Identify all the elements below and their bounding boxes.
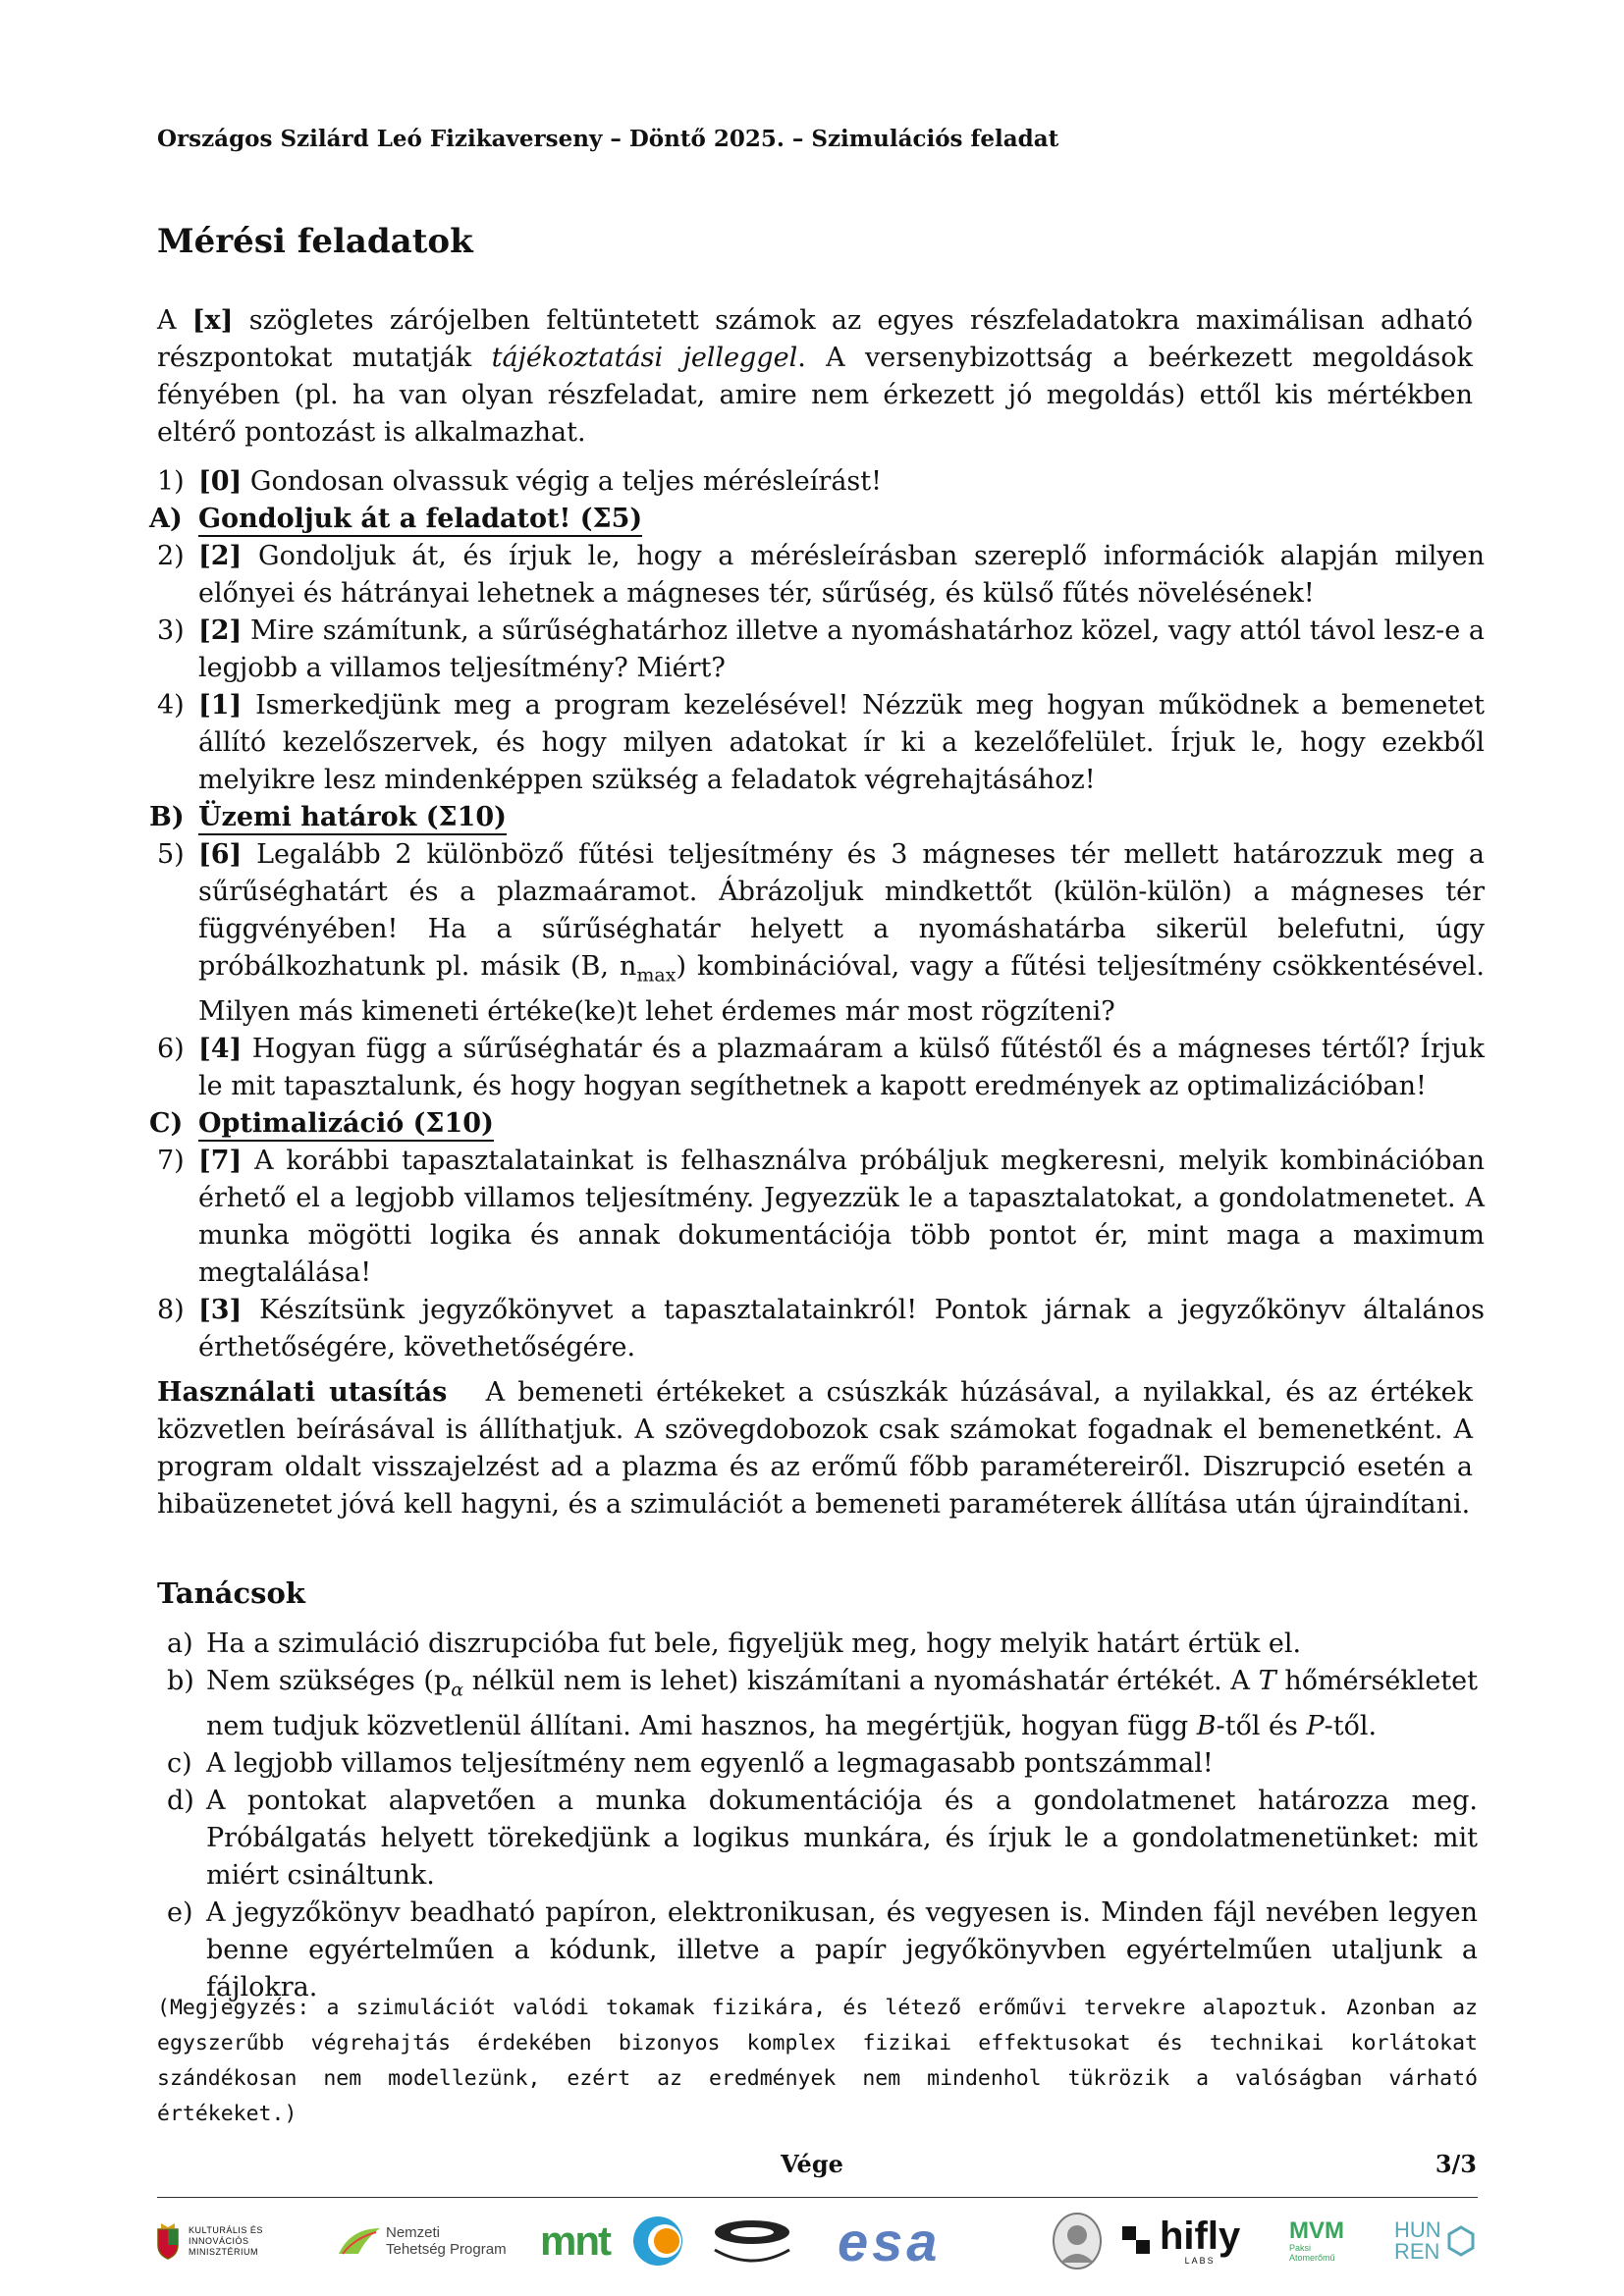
ministry-logo — [155, 2207, 327, 2275]
portrait-medal-icon — [1051, 2212, 1104, 2270]
intro-paragraph — [157, 302, 1473, 452]
ntp-text — [386, 2224, 507, 2258]
page-number: 3/3 — [1435, 2150, 1477, 2178]
task-points: [3] — [198, 1295, 243, 1326]
torus-logo — [705, 2207, 803, 2275]
section-letter: C) — [149, 1108, 184, 1140]
ministry-name: KULTURÁLIS ÉS INNOVÁCIÓS MINISZTÉRIUM — [189, 2224, 263, 2257]
task-number: 1) — [157, 466, 185, 497]
section-title: Üzemi határok (Σ10) — [198, 802, 507, 835]
portrait-logo — [1051, 2207, 1110, 2275]
tip-text: A legjobb villamos teljesítmény nem egyenlő a legmagasabb pontszámmal! — [206, 1748, 1214, 1780]
task-number: 5) — [157, 839, 185, 870]
task-list — [149, 463, 1485, 1366]
task-item-3 — [149, 613, 1485, 687]
intro-text: . A versenybizottság a beérkezett megoldások fényében (pl. ha van olyan részfeladat, amire nem érkezett jó megoldás) ettől kis mértékben eltérő pontozást is alkalmazhat. — [157, 343, 1474, 448]
task-item-7 — [149, 1143, 1485, 1292]
tips-list — [157, 1626, 1478, 2006]
hifly-mark-icon — [1120, 2224, 1154, 2258]
task-number: 3) — [157, 615, 185, 646]
hifly-wordmark: hifly — [1160, 2215, 1241, 2258]
subscript: max — [636, 964, 677, 987]
tip-text: -től. — [1324, 1711, 1378, 1742]
task-points: [0] — [198, 466, 243, 497]
sponsor-logos — [155, 2207, 1481, 2285]
tip-text: hőmérsékletet nem tudjuk közvetlenül állítani. Ami hasznos, ha megértjük, hogyan függ — [206, 1666, 1478, 1742]
tip-letter: d) — [167, 1786, 194, 1817]
task-text: Gondoljuk át, és írjuk le, hogy a mérésleírásban szereplő információk alapján milyen előnyei és hátrányai lehetnek a mágneses tér, sűrűség, és külső fűtés növelésének! — [198, 541, 1485, 609]
tip-letter: e) — [167, 1897, 193, 1929]
task-points: [2] — [198, 615, 243, 646]
hunren-line-2: REN — [1394, 2239, 1440, 2264]
task-item-8 — [149, 1292, 1485, 1366]
usage-text: A bemeneti értékeket a csúszkák húzásával, a nyilakkal, és az értékek közvetlen beírásával is állíthatjuk. A szövegdobozok csak számokat fogadnak el bemenetként. A program oldalt visszajelzést ad a plazma és az erőmű főbb paramétereiről. Diszrupció esetén a hibaüzenetet jóvá kell hagyni, és a szimulációt a bemeneti paraméterek állítása után újraindítani. — [157, 1377, 1474, 1520]
tip-text: nélkül nem is lehet) kiszámítani a nyomáshatár értékét. A — [463, 1666, 1259, 1696]
intro-bracket: [x] — [191, 305, 234, 336]
tip-text: A jegyzőkönyv beadható papíron, elektronikusan, és vegyesen is. Minden fájl nevében legyen benne egyértelműen a kódunk, illetve a papír jegyőkönyvben egyértelműen utaljunk a fájlokra. — [206, 1897, 1478, 2003]
task-item-4 — [149, 687, 1485, 799]
task-item-6 — [149, 1031, 1485, 1105]
task-item-1 — [149, 463, 1485, 501]
tip-text: -től és — [1216, 1711, 1307, 1742]
tip-item-c — [157, 1745, 1478, 1783]
ntp-logo — [337, 2207, 523, 2275]
task-points: [4] — [198, 1034, 243, 1065]
task-points: [2] — [198, 541, 243, 571]
footer-end: Vége — [781, 2150, 843, 2178]
tip-text: A pontokat alapvetően a munka dokumentációja és a gondolatmenet határozza meg. Próbálgatás helyett törekedjünk a logikus munkára, és írjuk le a gondolatmenetünket: mit miért csináltunk. — [206, 1786, 1478, 1892]
task-text: Gondosan olvassuk végig a teljes mérésleírást! — [242, 466, 882, 497]
leaf-icon — [337, 2224, 382, 2258]
section-letter: B) — [149, 802, 185, 832]
section-a-heading — [149, 501, 1485, 538]
ntp-line-1: Nemzeti — [386, 2224, 441, 2241]
circle-logo — [631, 2207, 690, 2275]
hifly-sub: LABS — [1184, 2256, 1216, 2266]
ntp-line-2: Tehetség Program — [386, 2241, 507, 2258]
task-number: 6) — [157, 1034, 185, 1065]
crescent-icon — [631, 2215, 684, 2268]
section-letter: A) — [149, 504, 183, 534]
mnt-wordmark: mnt — [540, 2217, 610, 2264]
page-title: Mérési feladatok — [157, 222, 473, 261]
task-number: 2) — [157, 541, 185, 571]
coat-of-arms-icon — [155, 2221, 181, 2261]
hexagon-icon — [1447, 2225, 1475, 2257]
task-number: 8) — [157, 1295, 185, 1326]
tip-letter: b) — [167, 1666, 194, 1696]
tips-title: Tanácsok — [157, 1576, 305, 1610]
tip-item-d — [157, 1783, 1478, 1895]
mvm-wordmark: MVM — [1289, 2217, 1344, 2244]
task-text: Legalább 2 különböző fűtési teljesítmény és 3 mágneses tér mellett határozzuk meg a sűrűséghatárt és a plazmaáramot. Ábrázoljuk mindkettőt (külön-külön) a mágneses tér függvényében! Ha a sűrűséghatár helyett a nyomáshatárba sikerül belefutni, úgy próbálkozhatunk pl. másik (B, n — [198, 839, 1485, 982]
subscript: α — [451, 1679, 464, 1701]
section-b-heading — [149, 799, 1485, 836]
intro-text: szögletes zárójelben feltüntetett számok az egyes részfeladatokra maximálisan adható részpontokat mutatják — [157, 305, 1473, 373]
tip-letter: a) — [167, 1629, 193, 1659]
tip-item-b — [157, 1663, 1478, 1745]
tip-text: Nem szükséges (p — [206, 1666, 452, 1696]
math-variable: B — [1196, 1711, 1217, 1742]
math-variable: T — [1258, 1666, 1276, 1696]
hifly-text — [1160, 2216, 1240, 2266]
task-item-5 — [149, 836, 1485, 1031]
hunren-logo — [1394, 2207, 1483, 2275]
footer-divider — [157, 2197, 1478, 2198]
task-text: Mire számítunk, a sűrűséghatárhoz illetve a nyomáshatárhoz közel, vagy attól távol lesz-e a legjobb a villamos teljesítmény? Miért? — [198, 615, 1485, 683]
task-points: [1] — [198, 690, 243, 721]
task-item-2 — [149, 538, 1485, 613]
hunren-line-1: HUN — [1394, 2217, 1441, 2242]
mvm-logo — [1289, 2207, 1378, 2275]
tokamak-icon — [705, 2211, 799, 2271]
task-number: 4) — [157, 690, 185, 721]
mvm-sub: Paksi Atomerőmű — [1289, 2243, 1335, 2263]
section-title: Gondoljuk át a feladatot! (Σ5) — [198, 504, 642, 537]
hifly-logo — [1120, 2207, 1277, 2275]
task-text: A korábbi tapasztalatainkat is felhasználva próbáljuk megkeresni, melyik kombinációban érhető el a legjobb villamos teljesítmény. Jegyezzük le a tapasztalatokat, a gondolatmenetet. A munka mögötti logika és annak dokumentációja több pontot ér, mint maga a maximum megtalálása! — [198, 1146, 1485, 1289]
esa-logo — [838, 2207, 1039, 2275]
page-header: Országos Szilárd Leó Fizikaverseny – Döntő 2025. – Szimulációs feladat — [157, 126, 1059, 152]
usage-paragraph — [157, 1374, 1473, 1523]
section-title: Optimalizáció (Σ10) — [198, 1108, 494, 1142]
esa-wordmark: esa — [838, 2210, 942, 2272]
math-variable: P — [1306, 1711, 1325, 1742]
task-text: Készítsünk jegyzőkönyvet a tapasztalatainkról! Pontok járnak a jegyzőkönyv általános érthetőségére, követhetőségére. — [198, 1295, 1485, 1363]
section-c-heading — [149, 1105, 1485, 1143]
note-paragraph: (Megjegyzés: a szimulációt valódi tokamak fizikára, és létező erőművi tervekre alapoztuk. Azonban az egyszerűbb végrehajtás érdekében bizonyos komplex fizikai effektusokat és technikai korlátokat szándékosan nem modellezünk, ezért az eredmények nem mindenhol tükrözik a valóságban várható értékeket.) — [157, 1996, 1478, 2126]
task-text: Ismerkedjünk meg a program kezelésével! Nézzük meg hogyan működnek a bemenetet állító kezelőszervek, és hogy milyen adatokat ír ki a kezelőfelület. Írjuk le, hogy ezekből melyikre lesz mindenképpen szükség a feladatok végrehajtásához! — [198, 690, 1485, 795]
mnt-logo — [540, 2207, 628, 2275]
hunren-text — [1394, 2219, 1441, 2263]
task-text: Hogyan függ a sűrűséghatár és a plazmaáram a külső fűtéstől és a mágneses tértől? Írjuk le mit tapasztalunk, és hogy hogyan segíthetnek a kapott eredmények az optimalizációban! — [198, 1034, 1485, 1102]
usage-label: Használati utasítás — [157, 1377, 448, 1408]
task-points: [7] — [198, 1146, 243, 1177]
tip-letter: c) — [167, 1748, 192, 1780]
intro-text: A — [157, 305, 192, 336]
task-text: ) kombinációval, vagy a fűtési teljesítmény csökkentésével. Milyen más kimeneti értéke(ke)t lehet érdemes már most rögzíteni? — [198, 951, 1485, 1028]
tip-item-a — [157, 1626, 1478, 1663]
task-points: [6] — [198, 839, 243, 870]
intro-italic: tájékoztatási jelleggel — [491, 343, 798, 373]
mvm-text — [1289, 2219, 1348, 2263]
tip-text: Ha a szimuláció diszrupcióba fut bele, figyeljük meg, hogy melyik határt értük el. — [206, 1629, 1302, 1659]
task-number: 7) — [157, 1146, 185, 1177]
